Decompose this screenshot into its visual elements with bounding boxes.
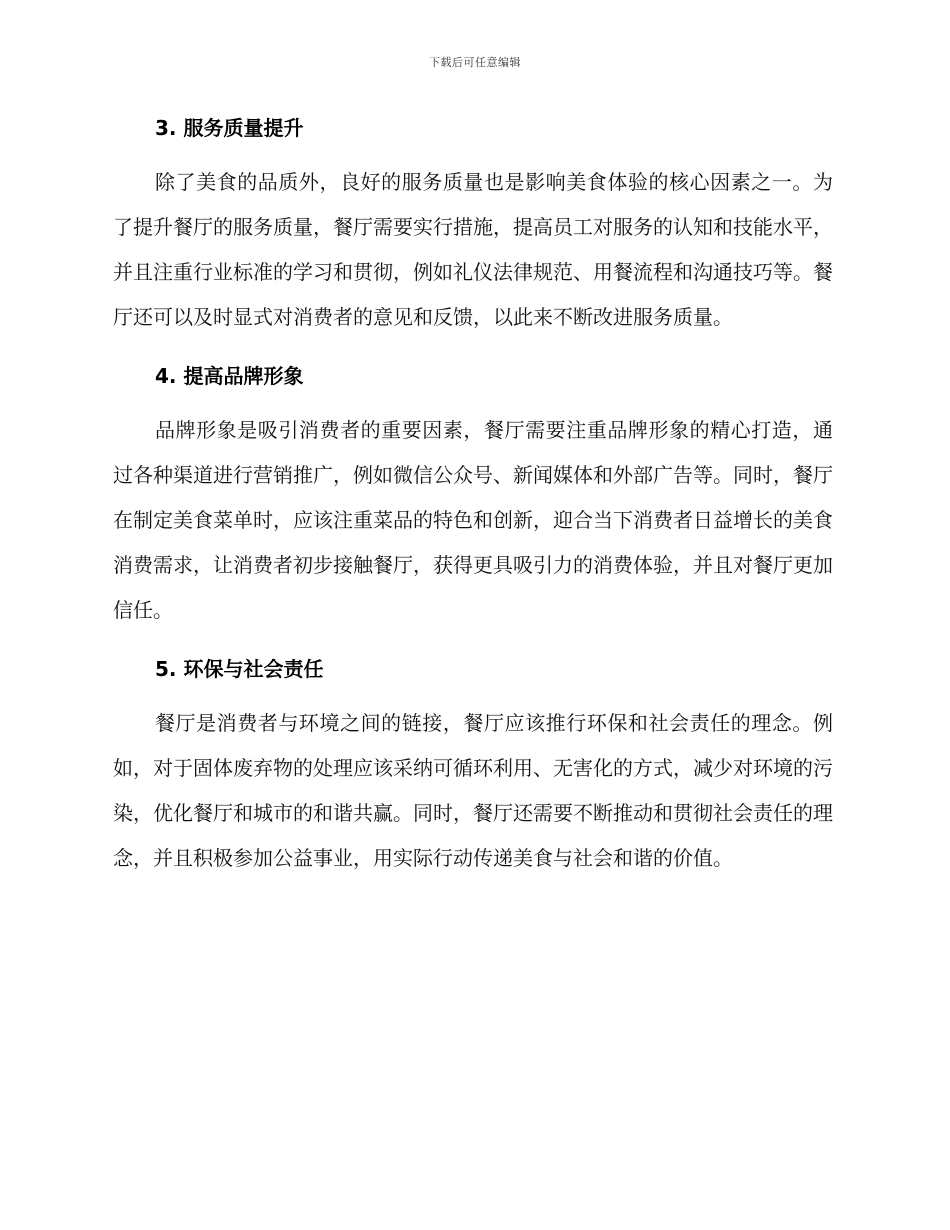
section-paragraph: 餐厅是消费者与环境之间的链接，餐厅应该推行环保和社会责任的理念。例如，对于固体废弃物的处理应该采纳可循环利用、无害化的方式，减少对环境的污染，优化餐厅和城市的和谐共赢。同时，餐厅还需要不断推动和贯彻社会责任的理念，并且积极参加公益事业，用实际行动传递美食与社会和谐的价值。	[113, 711, 833, 870]
page-header-note: 下载后可任意编辑	[429, 56, 521, 69]
section-paragraph: 除了美食的品质外，良好的服务质量也是影响美食体验的核心因素之一。为了提升餐厅的服务质量，餐厅需要实行措施，提高员工对服务的认知和技能水平，并且注重行业标准的学习和贯彻，例如礼仪法律规范、用餐流程和沟通技巧等。餐厅还可以及时显式对消费者的意见和反馈，以此来不断改进服务质量。	[113, 170, 833, 329]
section-environment-responsibility	[113, 651, 833, 881]
section-heading: 4. 提高品牌形象	[155, 364, 304, 388]
section-service-quality	[113, 110, 833, 340]
section-heading: 5. 环保与社会责任	[155, 657, 324, 681]
section-heading: 3. 服务质量提升	[155, 116, 304, 140]
section-brand-image	[113, 358, 833, 633]
document-content	[113, 110, 833, 899]
section-paragraph: 品牌形象是吸引消费者的重要因素，餐厅需要注重品牌形象的精心打造，通过各种渠道进行营销推广，例如微信公众号、新闻媒体和外部广告等。同时，餐厅在制定美食菜单时，应该注重菜品的特色和创新，迎合当下消费者日益增长的美食消费需求，让消费者初步接触餐厅，获得更具吸引力的消费体验，并且对餐厅更加信任。	[113, 418, 833, 622]
